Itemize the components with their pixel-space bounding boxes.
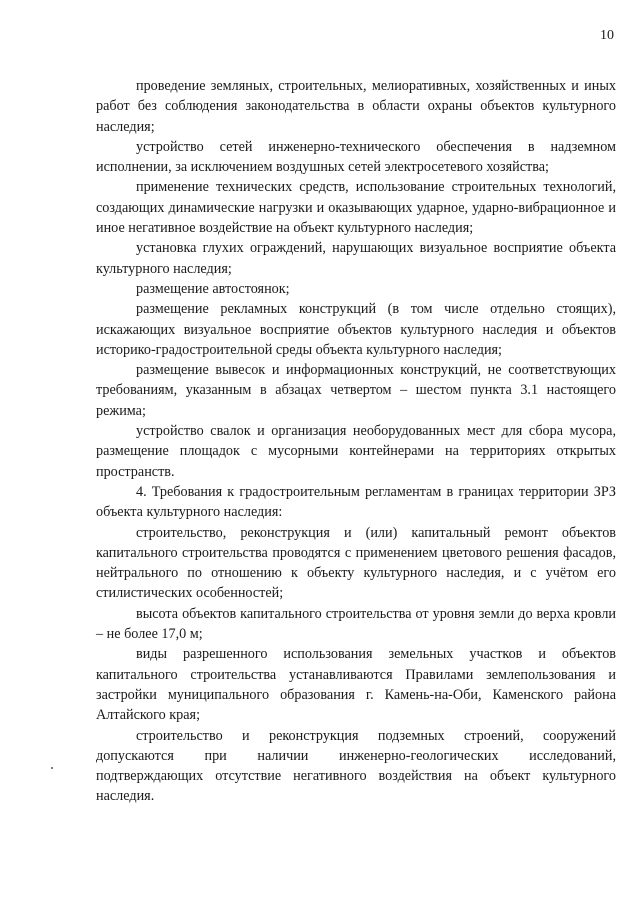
paragraph: размещение автостоянок; [136, 280, 290, 297]
section-heading-paragraph: 4. Требования к градостроительным регламентам в границах территории ЗРЗ объекта культурного наследия: [96, 483, 616, 521]
page-number: 10 [600, 28, 614, 43]
paragraph: применение технических средств, использование строительных технологий, создающих динамические нагрузки и оказывающих ударное, ударно-вибрационное и иное негативное воздействие на объект культурного наследия; [96, 179, 616, 237]
paragraph: установка глухих ограждений, нарушающих визуальное восприятие объекта культурного наследия; [96, 240, 616, 277]
paragraph: устройство сетей инженерно-технического обеспечения в надземном исполнении, за исключением воздушных сетей электросетевого хозяйства; [96, 138, 616, 176]
scan-speck [51, 767, 53, 769]
paragraph: проведение земляных, строительных, мелиоративных, хозяйственных и иных работ без соблюдения законодательства в области охраны объектов культурного наследия; [96, 78, 616, 135]
paragraph: высота объектов капитального строительства от уровня земли до верха кровли – не более 17,0 м; [96, 605, 616, 643]
paragraph: размещение вывесок и информационных конструкций, не соответствующих требованиям, указанным в абзацах четвертом – шестом пункта 3.1 настоящего режима; [96, 362, 616, 419]
paragraph: размещение рекламных конструкций (в том числе отдельно стоящих), искажающих визуальное восприятие объектов культурного наследия и объектов историко-градостроительной среды объекта культурного наследия; [96, 301, 616, 358]
document-body [96, 76, 616, 807]
paragraph: строительство и реконструкция подземных строений, сооружений допускаются при наличии инженерно-геологических исследований, подтверждающих отсутствие негативного воздействия на объект культурного наследия. [96, 727, 616, 805]
paragraph: виды разрешенного использования земельных участков и объектов капитального строительства устанавливаются Правилами землепользования и застройки муниципального образования г. Камень-на-Оби, Каменского района Алтайского края; [96, 646, 616, 724]
paragraph: строительство, реконструкция и (или) капитальный ремонт объектов капитального строительства проводятся с применением цветового решения фасадов, нейтрального по отношению к объекту культурного наследия, и с учётом его стилистических особенностей; [96, 524, 616, 602]
paragraph: устройство свалок и организация необорудованных мест для сбора мусора, размещение площадок с мусорными контейнерами на территориях открытых пространств. [96, 423, 616, 480]
